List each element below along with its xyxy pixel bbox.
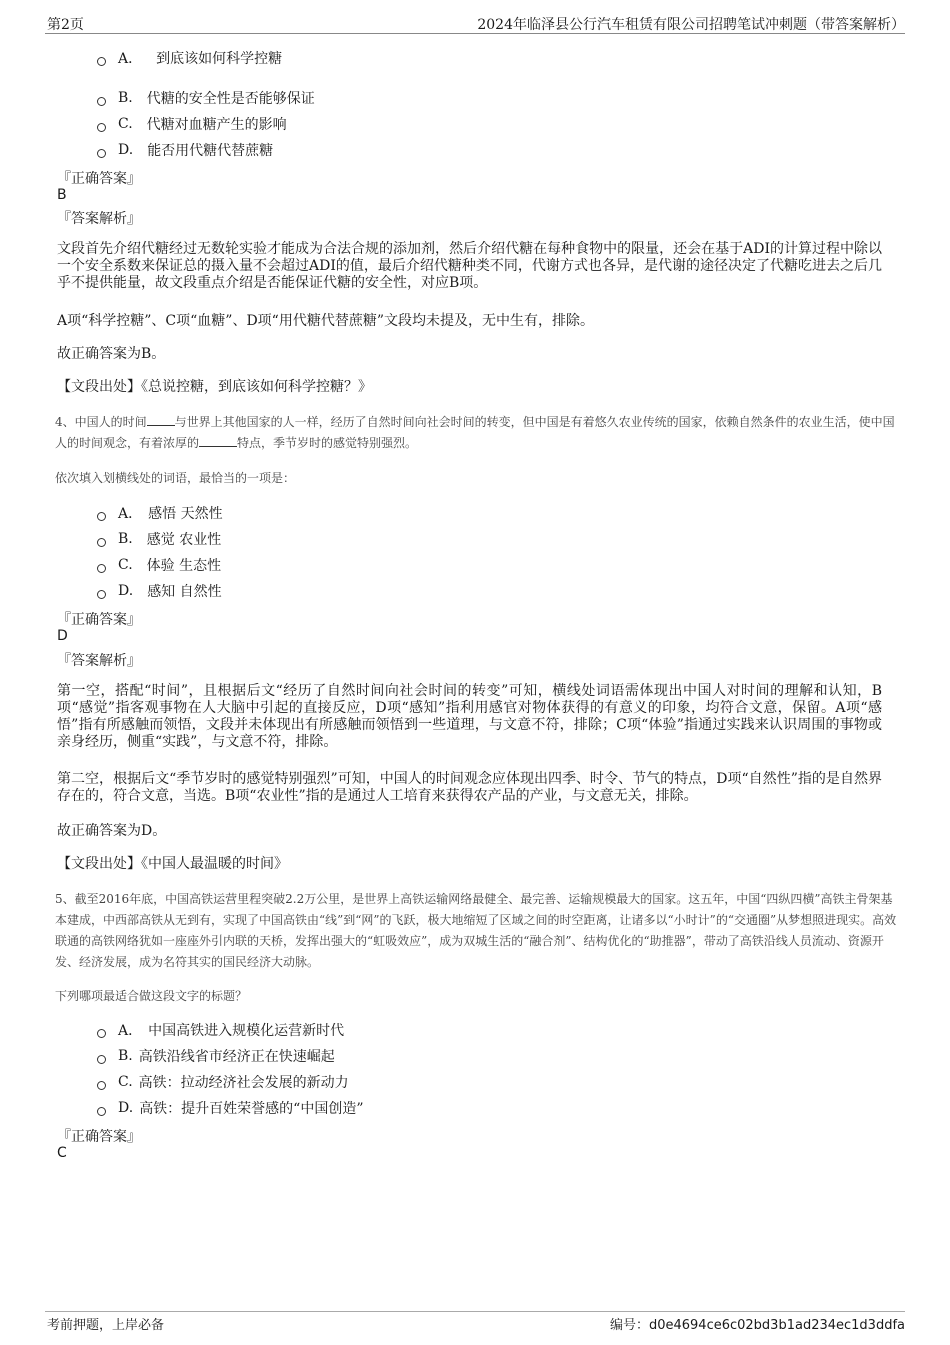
q3-option-d[interactable] bbox=[97, 140, 273, 160]
q4-option-a[interactable] bbox=[97, 503, 223, 523]
option-letter: B. bbox=[118, 1048, 133, 1064]
code-label: 编号： bbox=[609, 1318, 649, 1333]
q3-option-c[interactable] bbox=[97, 114, 287, 134]
q4-option-d[interactable] bbox=[97, 581, 222, 601]
q3-option-a[interactable] bbox=[97, 48, 282, 68]
radio-icon[interactable] bbox=[97, 1081, 106, 1090]
option-letter: D. bbox=[118, 583, 134, 599]
q4-stem-part: 4、中国人的时间 bbox=[55, 415, 147, 429]
q3-analysis-paragraph: 文段首先介绍代糖经过无数轮实验才能成为合法合规的添加剂，然后介绍代糖在每种食物中的限量，还会在基于ADI的计算过程中除以一个安全系数来保证总的摄入量不会超过ADI的值，最后介绍代糖种类不同，代谢方式也各异，是代谢的途径决定了代糖吃进去之后几乎不提供能量，故文段重点介绍是否能保证代糖的安全性，对应B项。 bbox=[57, 241, 882, 291]
q4-correct-answer: D bbox=[57, 628, 68, 644]
q5-prompt: 下列哪项最适合做这段文字的标题？ bbox=[55, 989, 248, 1003]
q3-analysis-label: 『答案解析』 bbox=[57, 211, 141, 227]
radio-icon[interactable] bbox=[97, 538, 106, 547]
option-text: 体验 生态性 bbox=[146, 558, 222, 574]
option-letter: A． bbox=[118, 51, 143, 67]
q4-option-c[interactable] bbox=[97, 555, 221, 575]
q4-analysis-paragraph: 第二空，根据后文“季节岁时的感觉特别强烈”可知，中国人的时间观念应体现出四季、时令、节气的特点，D项“自然性”指的是自然界存在的，符合文意，当选。B项“农业性”指的是通过人工培育来获得农产品的产业，与文意无关，排除。 bbox=[57, 771, 882, 804]
radio-icon[interactable] bbox=[97, 1029, 106, 1038]
radio-icon[interactable] bbox=[97, 1107, 106, 1116]
footer-slogan: 考前押题，上岸必备 bbox=[47, 1318, 165, 1333]
option-text: 感知 自然性 bbox=[147, 584, 222, 600]
option-letter: C. bbox=[118, 1074, 133, 1090]
q5-option-d[interactable] bbox=[97, 1098, 364, 1118]
fill-blank bbox=[199, 434, 237, 447]
q5-correct-label: 『正确答案』 bbox=[57, 1129, 141, 1145]
option-text: 感觉 农业性 bbox=[146, 532, 222, 548]
option-letter: A． bbox=[118, 1023, 143, 1039]
document-code bbox=[610, 1314, 905, 1333]
option-text: 中国高铁进入规模化运营新时代 bbox=[148, 1023, 345, 1039]
q4-stem bbox=[55, 412, 900, 454]
header-divider bbox=[45, 33, 905, 34]
option-text: 高铁：提升百姓荣誉感的“中国创造” bbox=[139, 1101, 364, 1117]
option-letter: B. bbox=[118, 531, 133, 547]
footer-divider bbox=[45, 1311, 905, 1312]
q4-analysis-paragraph: 故正确答案为D。 bbox=[57, 823, 167, 839]
code-value: d0e4694ce6c02bd3b1ad234ec1d3ddfa bbox=[648, 1318, 905, 1333]
q3-analysis-paragraph: 故正确答案为B。 bbox=[57, 346, 166, 362]
option-text: 代糖的安全性是否能够保证 bbox=[146, 91, 315, 107]
q5-option-a[interactable] bbox=[97, 1020, 344, 1040]
q3-analysis-paragraph: A项“科学控糖”、C项“血糖”、D项“用代糖代替蔗糖”文段均未提及，无中生有，排除。 bbox=[57, 313, 594, 329]
q4-prompt: 依次填入划横线处的词语，最恰当的一项是： bbox=[55, 471, 296, 485]
radio-icon[interactable] bbox=[97, 1055, 106, 1064]
radio-icon[interactable] bbox=[97, 57, 106, 66]
option-letter: D. bbox=[118, 1100, 134, 1116]
option-text: 到底该如何科学控糖 bbox=[156, 51, 283, 67]
q4-correct-label: 『正确答案』 bbox=[57, 612, 141, 628]
radio-icon[interactable] bbox=[97, 564, 106, 573]
page-number: 第2页 bbox=[47, 17, 84, 33]
radio-icon[interactable] bbox=[97, 97, 106, 106]
q5-option-b[interactable] bbox=[97, 1046, 335, 1066]
radio-icon[interactable] bbox=[97, 512, 106, 521]
fill-blank bbox=[147, 413, 175, 426]
option-text: 高铁：拉动经济社会发展的新动力 bbox=[138, 1075, 349, 1091]
q5-correct-answer: C bbox=[57, 1145, 67, 1161]
option-text: 能否用代糖代替蔗糖 bbox=[147, 143, 274, 159]
q3-correct-answer: B bbox=[57, 187, 67, 203]
q3-source: 【文段出处】《总说控糖，到底该如何科学控糖？》 bbox=[57, 379, 372, 395]
q4-analysis-paragraph: 第一空，搭配“时间”，且根据后文“经历了自然时间向社会时间的转变”可知，横线处词语需体现出中国人对时间的理解和认知，B项“感觉”指客观事物在人大脑中引起的直接反应，D项“感知”指利用感官对物体获得的有意义的印象，均符合文意，保留。A项“感悟”指有所感触而领悟，文段并未体现出有所感触而领悟到一些道理，与文意不符，排除；C项“体验”指通过实践来认识周围的事物或亲身经历，侧重“实践”，与文意不符，排除。 bbox=[57, 683, 882, 750]
option-letter: D. bbox=[118, 142, 134, 158]
option-letter: A． bbox=[118, 506, 143, 522]
q5-stem: 5、截至2016年底，中国高铁运营里程突破2.2万公里，是世界上高铁运输网络最健全、最完善、运输规模最大的国家。这五年，中国“四纵四横”高铁主骨架基本建成，中西部高铁从无到有，实现了中国高铁由“线”到“网”的飞跃，极大地缩短了区域之间的时空距离，让诸多以“小时计”的“交通圈”从梦想照进现实。高效联通的高铁网络犹如一座座外引内联的天桥，发挥出强大的“虹吸效应”，成为双城生活的“融合剂”、结构优化的“助推器”，带动了高铁沿线人员流动、资源开发、经济发展，成为名符其实的国民经济大动脉。 bbox=[55, 892, 897, 969]
q4-source: 【文段出处】《中国人最温暖的时间》 bbox=[57, 856, 288, 872]
radio-icon[interactable] bbox=[97, 123, 106, 132]
document-title: 2024年临泽县公行汽车租赁有限公司招聘笔试冲刺题（带答案解析） bbox=[477, 17, 905, 33]
q3-option-b[interactable] bbox=[97, 88, 315, 108]
radio-icon[interactable] bbox=[97, 149, 106, 158]
option-text: 感悟 天然性 bbox=[148, 506, 223, 522]
q3-correct-label: 『正确答案』 bbox=[57, 171, 141, 187]
q4-option-b[interactable] bbox=[97, 529, 221, 549]
option-letter: C. bbox=[118, 116, 133, 132]
q4-analysis-label: 『答案解析』 bbox=[57, 653, 141, 669]
radio-icon[interactable] bbox=[97, 590, 106, 599]
q4-stem-part: 特点，季节岁时的感觉特别强烈。 bbox=[237, 436, 418, 450]
q5-option-c[interactable] bbox=[97, 1072, 349, 1092]
option-letter: B. bbox=[118, 90, 133, 106]
option-letter: C. bbox=[118, 557, 133, 573]
q4-stem-part: 与世界上其他国家的人一样，经历了自然时间向社会时间的转变，但中国是有着悠久农业传统的国家，依赖自然条件的农业生活，使中国人的时间观念，有着浓厚的 bbox=[55, 415, 895, 450]
option-text: 代糖对血糖产生的影响 bbox=[146, 117, 287, 133]
option-text: 高铁沿线省市经济正在快速崛起 bbox=[138, 1049, 335, 1065]
